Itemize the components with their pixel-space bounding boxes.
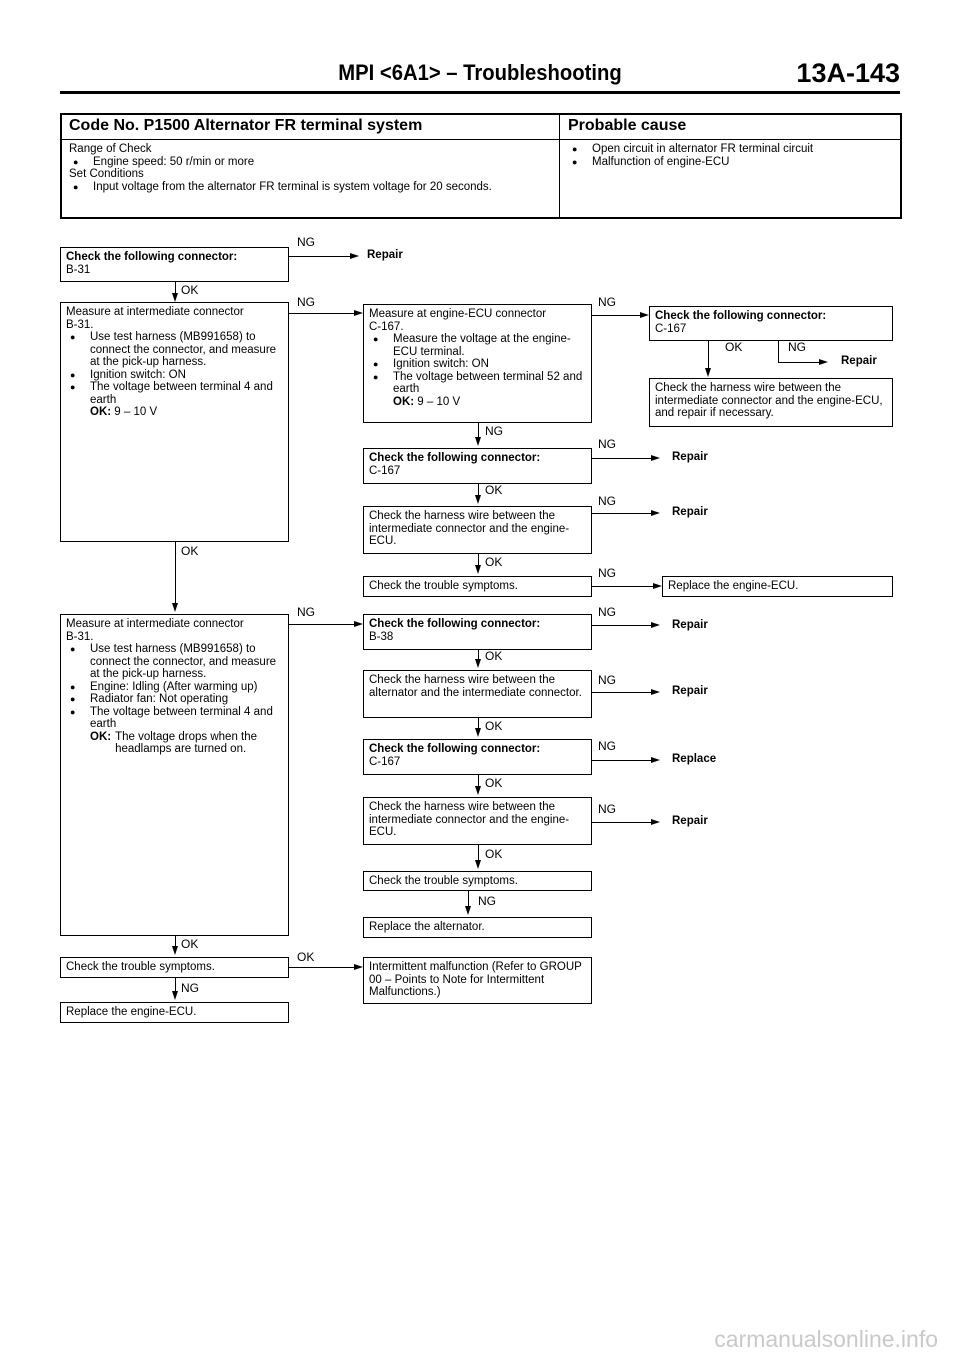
- ng-label: NG: [181, 981, 199, 995]
- code-table-divider: [559, 115, 560, 217]
- arrow-down: [475, 437, 481, 446]
- arrow-right: [354, 310, 363, 316]
- step-check-harness-repair: [649, 378, 893, 427]
- step-title: Check the following connector:: [66, 251, 238, 263]
- connector-line: [592, 458, 652, 459]
- cause-item: ● Malfunction of engine-ECU: [568, 156, 888, 169]
- connector-line: [592, 315, 640, 316]
- step-item: ● The voltage between terminal 4 and earth: [66, 381, 283, 406]
- step-item: ● Use test harness (MB991658) to connect the connector, and measure at the pick-up harness.: [66, 643, 283, 681]
- ok-label: OK:: [90, 406, 112, 418]
- arrow-down: [172, 603, 178, 612]
- step-check-connector-b38: [363, 614, 592, 650]
- arrow-right: [651, 757, 660, 763]
- ok-label: OK: [181, 937, 199, 951]
- connector-line: [778, 362, 820, 363]
- arrow-down: [475, 659, 481, 668]
- ng-label: NG: [598, 437, 616, 451]
- action-repair: Repair: [841, 355, 877, 367]
- ok-label: OK: [485, 483, 503, 497]
- step-check-harness-ecu-a: [363, 506, 592, 554]
- step-title: Check the following connector:: [369, 452, 541, 464]
- step-text: B-31.: [66, 318, 94, 331]
- step-item: ● Ignition switch: ON: [369, 358, 586, 371]
- connector-line: [289, 624, 354, 625]
- connector-line: [289, 256, 351, 257]
- arrow-down: [475, 728, 481, 737]
- ng-label: NG: [598, 605, 616, 619]
- step-text: C-167: [369, 464, 401, 477]
- connector-line: [468, 891, 469, 907]
- arrow-down: [705, 368, 711, 377]
- connector-line: [592, 625, 652, 626]
- step-measure-b31-ignition: [60, 302, 289, 542]
- action-repair: Repair: [672, 619, 708, 631]
- ok-value: The voltage drops when the headlamps are turned on.: [115, 730, 258, 755]
- ok-label: OK: [485, 719, 503, 733]
- ng-label: NG: [297, 605, 315, 619]
- ok-label: OK:: [393, 395, 415, 408]
- connector-line: [592, 692, 652, 693]
- step-text: B-38: [369, 630, 394, 643]
- ng-label: NG: [598, 494, 616, 508]
- step-text: C-167: [655, 322, 687, 335]
- action-repair: Repair: [672, 685, 708, 697]
- ok-label: OK: [485, 649, 503, 663]
- step-replace-engine-ecu-b: [60, 1002, 289, 1023]
- set-item: ● Input voltage from the alternator FR terminal is system voltage for 20 seconds.: [69, 181, 529, 194]
- page-header: [60, 58, 900, 94]
- step-check-connector-c167-a: [649, 306, 893, 341]
- step-text: Check the harness wire between the intermediate connector and the engine-ECU, and repair if necessary.: [655, 382, 883, 419]
- action-repair: Repair: [672, 506, 708, 518]
- step-text: Measure at intermediate connector: [66, 618, 244, 630]
- arrow-down: [465, 906, 471, 915]
- connector-line: [289, 967, 354, 968]
- arrow-right: [651, 689, 660, 695]
- connector-line: [592, 822, 652, 823]
- arrow-down: [475, 565, 481, 574]
- step-text: Measure at intermediate connector: [66, 306, 244, 318]
- step-title: Check the following connector:: [369, 743, 541, 755]
- set-label: Set Conditions: [69, 168, 144, 180]
- arrow-right: [651, 510, 660, 516]
- step-measure-ecu-c167: [363, 304, 592, 423]
- arrow-right: [651, 819, 660, 825]
- step-check-connector-c167-b: [363, 448, 592, 484]
- arrow-down: [172, 293, 178, 302]
- step-check-trouble-symptoms-a: [363, 576, 592, 597]
- ok-label: OK: [725, 340, 743, 354]
- arrow-down: [475, 860, 481, 869]
- step-check-connector-b31: [60, 247, 289, 282]
- step-text: B-31.: [66, 630, 94, 643]
- range-label: Range of Check: [69, 143, 152, 155]
- cause-item: ● Open circuit in alternator FR terminal circuit: [568, 143, 888, 156]
- step-check-harness-ecu-b: [363, 797, 592, 845]
- connector-line: [708, 341, 709, 369]
- step-title: Check the following connector:: [369, 618, 541, 630]
- ok-criteria: [369, 396, 586, 409]
- arrow-right: [651, 622, 660, 628]
- action-repair: Repair: [367, 249, 403, 261]
- check-conditions: [69, 143, 529, 193]
- code-title: Code No. P1500 Alternator FR terminal system: [69, 117, 423, 134]
- connector-line: [592, 513, 652, 514]
- ok-label: OK:: [90, 730, 112, 743]
- connector-line: [592, 586, 653, 587]
- step-text: Measure at engine-ECU connector: [369, 308, 547, 320]
- ng-label: NG: [788, 340, 806, 354]
- header-rule: [60, 91, 900, 94]
- arrow-right: [354, 621, 363, 627]
- step-check-trouble-symptoms-c: [60, 957, 289, 978]
- action-replace: Replace: [672, 753, 717, 765]
- arrow-right: [350, 253, 359, 259]
- ok-label: OK: [181, 283, 199, 297]
- arrow-right: [819, 359, 828, 365]
- ng-label: NG: [598, 566, 616, 580]
- step-intermittent-malfunction: [363, 957, 592, 1004]
- watermark: carmanualsonline.info: [714, 1326, 938, 1352]
- step-text: Intermittent malfunction (Refer to GROUP 00 – Points to Note for Intermittent Malfunctions.): [369, 961, 582, 998]
- page-title: MPI <6A1> – Troubleshooting: [338, 60, 622, 85]
- arrow-right: [653, 583, 662, 589]
- ok-criteria: [66, 406, 283, 419]
- ng-label: NG: [598, 673, 616, 687]
- probable-cause-title: Probable cause: [568, 117, 687, 134]
- step-text: Check the harness wire between the alternator and the intermediate connector.: [369, 674, 582, 699]
- ng-label: NG: [297, 295, 315, 309]
- ng-label: NG: [478, 894, 496, 908]
- ng-label: NG: [297, 235, 315, 249]
- ok-label: OK: [181, 544, 199, 558]
- code-table: [60, 113, 902, 219]
- step-check-trouble-symptoms-b: [363, 871, 592, 891]
- code-table-header: [62, 115, 900, 140]
- ng-label: NG: [485, 424, 503, 438]
- step-text: Check the harness wire between the intermediate connector and the engine-ECU.: [369, 510, 570, 547]
- ng-label: NG: [598, 739, 616, 753]
- arrow-down: [475, 495, 481, 504]
- arrow-down: [172, 991, 178, 1000]
- probable-causes: [568, 143, 888, 168]
- arrow-right: [651, 455, 660, 461]
- step-text: Check the harness wire between the intermediate connector and the engine-ECU.: [369, 801, 570, 838]
- range-item: ● Engine speed: 50 r/min or more: [69, 156, 529, 169]
- ok-value: 9 – 10 V: [114, 406, 158, 418]
- arrow-right: [640, 312, 649, 318]
- step-text: Check the trouble symptoms.: [369, 580, 518, 592]
- step-item: ● Radiator fan: Not operating: [66, 693, 283, 706]
- step-replace-engine-ecu-a: [662, 576, 893, 597]
- step-text: C-167: [369, 755, 401, 768]
- arrow-down: [172, 946, 178, 955]
- connector-line: [289, 313, 354, 314]
- connector-line: [175, 542, 176, 604]
- connector-line: [175, 978, 176, 992]
- connector-line: [778, 341, 779, 362]
- step-measure-b31-idling: [60, 614, 289, 936]
- step-item: ● Ignition switch: ON: [66, 369, 283, 382]
- step-item: ● The voltage between terminal 4 and earth: [66, 706, 283, 731]
- step-text: C-167.: [369, 320, 404, 333]
- ng-label: NG: [598, 802, 616, 816]
- step-item: ● Use test harness (MB991658) to connect the connector, and measure at the pick-up harness.: [66, 331, 283, 369]
- step-item: ● Measure the voltage at the engine-ECU terminal.: [369, 333, 586, 358]
- ok-label: OK: [485, 776, 503, 790]
- step-item: ● Engine: Idling (After warming up): [66, 681, 283, 694]
- step-replace-alternator: [363, 917, 592, 938]
- step-text: Replace the alternator.: [369, 921, 485, 933]
- step-text: Replace the engine-ECU.: [668, 580, 799, 592]
- ok-label: OK: [485, 847, 503, 861]
- connector-line: [592, 760, 652, 761]
- step-title: Check the following connector:: [655, 310, 827, 322]
- arrow-down: [475, 786, 481, 795]
- step-check-harness-alternator: [363, 670, 592, 718]
- connector-line: [478, 423, 479, 438]
- ng-label: NG: [598, 295, 616, 309]
- ok-criteria: [66, 731, 283, 756]
- step-check-connector-c167-c: [363, 739, 592, 775]
- step-text: Check the trouble symptoms.: [369, 875, 518, 887]
- step-item: ● The voltage between terminal 52 and earth: [369, 371, 586, 396]
- arrow-right: [354, 964, 363, 970]
- step-text: Replace the engine-ECU.: [66, 1006, 197, 1018]
- step-text: B-31: [66, 263, 91, 276]
- connector-line: [478, 845, 479, 861]
- ok-label: OK: [485, 555, 503, 569]
- action-repair: Repair: [672, 451, 708, 463]
- page-number: 13A-143: [796, 58, 900, 88]
- ok-label: OK: [297, 950, 315, 964]
- step-text: Check the trouble symptoms.: [66, 961, 215, 973]
- action-repair: Repair: [672, 815, 708, 827]
- ok-value: 9 – 10 V: [417, 395, 461, 408]
